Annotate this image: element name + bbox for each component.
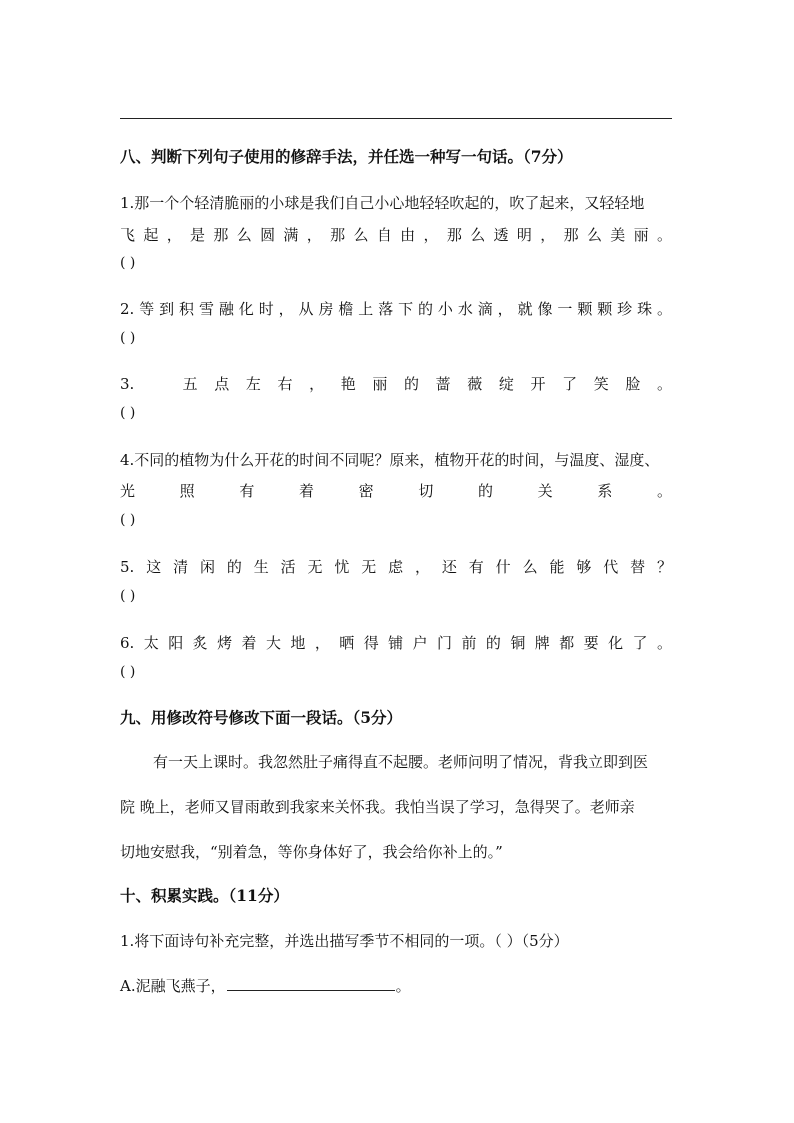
item2-line1: 2.等到积雪融化时，从房檐上落下的小水滴，就像一颗颗珍珠。: [120, 300, 672, 318]
option-a-answer-blank[interactable]: [227, 975, 395, 991]
item1-line1: 1.那一个个轻清脆丽的小球是我们自己小心地轻轻吹起的，吹了起来，又轻轻地: [120, 194, 645, 212]
section10-q1: 1.将下面诗句补充完整，并选出描写季节不相同的一项。（ ）（5分）: [120, 932, 569, 950]
option-a-suffix: 。: [395, 977, 411, 995]
item6-line1: 6.太阳炙烤着大地，晒得铺户门前的铜牌都要化了。: [120, 634, 672, 652]
item4-answer-parens[interactable]: ( ): [120, 512, 136, 528]
item6-answer-parens[interactable]: ( ): [120, 664, 136, 680]
option-a-prefix: A.泥融飞燕子，: [120, 977, 226, 995]
section9-title: 九、用修改符号修改下面一段话。（5分）: [120, 708, 403, 727]
section8-title: 八、判断下列句子使用的修辞手法，并任选一种写一句话。（7分）: [120, 147, 573, 166]
item4-line2: 光照有着密切的关系。: [120, 482, 672, 500]
item1-answer-parens[interactable]: ( ): [120, 255, 136, 271]
item5-line1: 5.这清闲的生活无忧无虑，还有什么能够代替？: [120, 558, 672, 576]
header-rule: [120, 118, 672, 119]
item5-answer-parens[interactable]: ( ): [120, 588, 136, 604]
item4-line1: 4.不同的植物为什么开花的时间不同呢？原来，植物开花的时间，与温度、湿度、: [120, 451, 660, 469]
section10-option-a: [120, 975, 672, 996]
item2-answer-parens[interactable]: ( ): [120, 330, 136, 346]
section9-paragraph-line3: 切地安慰我，“别着急，等你身体好了，我会给你补上的。”: [120, 843, 503, 861]
section9-paragraph-line2: 院 晚上，老师又冒雨敢到我家来关怀我。我怕当误了学习，急得哭了。老师亲: [120, 798, 635, 816]
item3-line1: 3. 五点左右，艳丽的蔷薇绽开了笑脸。: [120, 375, 672, 393]
item3-answer-parens[interactable]: ( ): [120, 405, 136, 421]
section9-paragraph-line1: 有一天上课时。我忽然肚子痛得直不起腰。老师问明了情况，背我立即到医: [153, 753, 649, 771]
item1-line2: 飞起，是那么圆满，那么自由，那么透明，那么美丽。: [120, 226, 672, 244]
section10-title: 十、积累实践。（11分）: [120, 886, 289, 905]
